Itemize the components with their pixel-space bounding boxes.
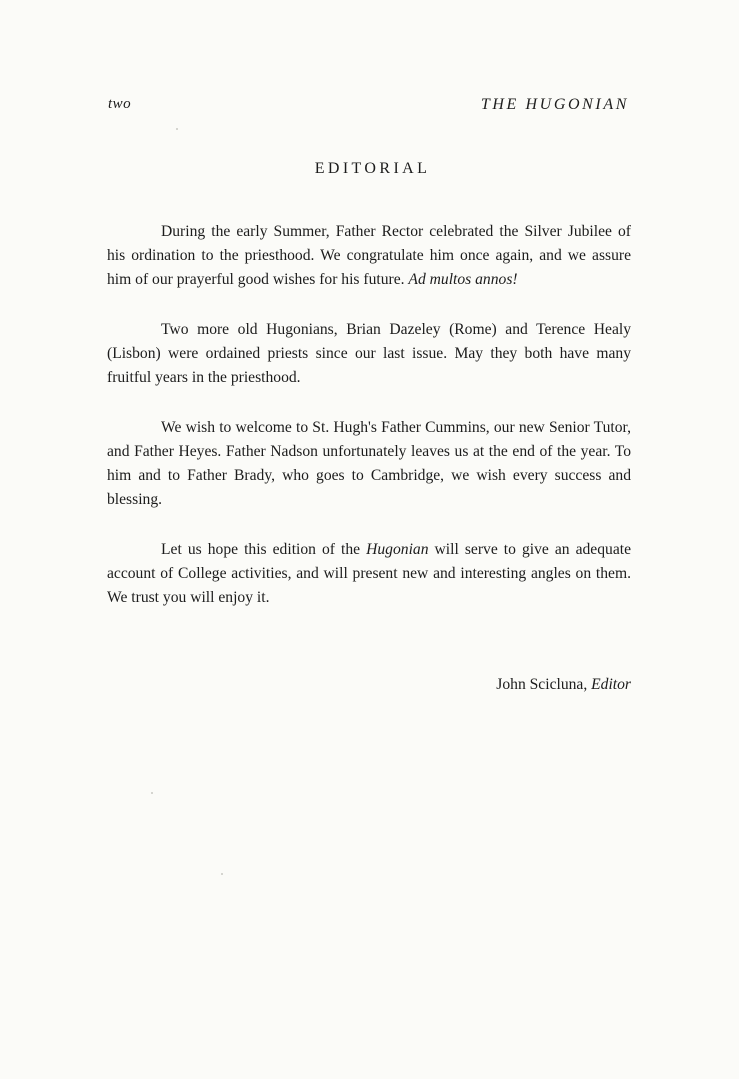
paragraph-ordinations xyxy=(107,318,631,390)
editorial-title: EDITORIAL xyxy=(314,160,431,177)
paragraph-edition xyxy=(107,538,631,610)
paragraph-text: We wish to welcome to St. Hugh's Father Cummins, our new Senior Tutor, and Father Heyes. Father Nadson unfortunately leaves us at the end of the year. To him and to Father Brady, who goes to Cambridge, we wish every success and blessing. xyxy=(107,419,631,508)
running-head: THE HUGONIAN xyxy=(480,96,629,113)
latin-phrase: Ad multos annos! xyxy=(408,271,518,288)
paper-speck xyxy=(176,128,178,130)
editor-name: John Scicluna, xyxy=(496,676,588,693)
paragraph-jubilee xyxy=(107,220,631,292)
editor-role: Editor xyxy=(591,676,631,693)
paper-speck xyxy=(221,873,223,875)
editorial-body xyxy=(107,220,631,636)
paragraph-staff xyxy=(107,416,631,512)
paragraph-text: During the early Summer, Father Rector celebrated the Silver Jubilee of his ordination to the priesthood. We congratulate him once again, and we assure him of our prayerful good wishes for his future. xyxy=(107,223,631,288)
paragraph-text: Let us hope this edition of the xyxy=(161,541,361,558)
publication-name: Hugonian xyxy=(366,541,429,558)
paragraph-text: will serve to give an adequate account of College activities, and will present new and interesting angles on them. We trust you will enjoy it. xyxy=(107,541,631,606)
page-number: two xyxy=(108,96,132,112)
signature xyxy=(496,676,631,694)
paragraph-text: Two more old Hugonians, Brian Dazeley (Rome) and Terence Healy (Lisbon) were ordained priests since our last issue. May they both have many fruitful years in the priesthood. xyxy=(107,321,631,386)
paper-speck xyxy=(151,792,153,794)
